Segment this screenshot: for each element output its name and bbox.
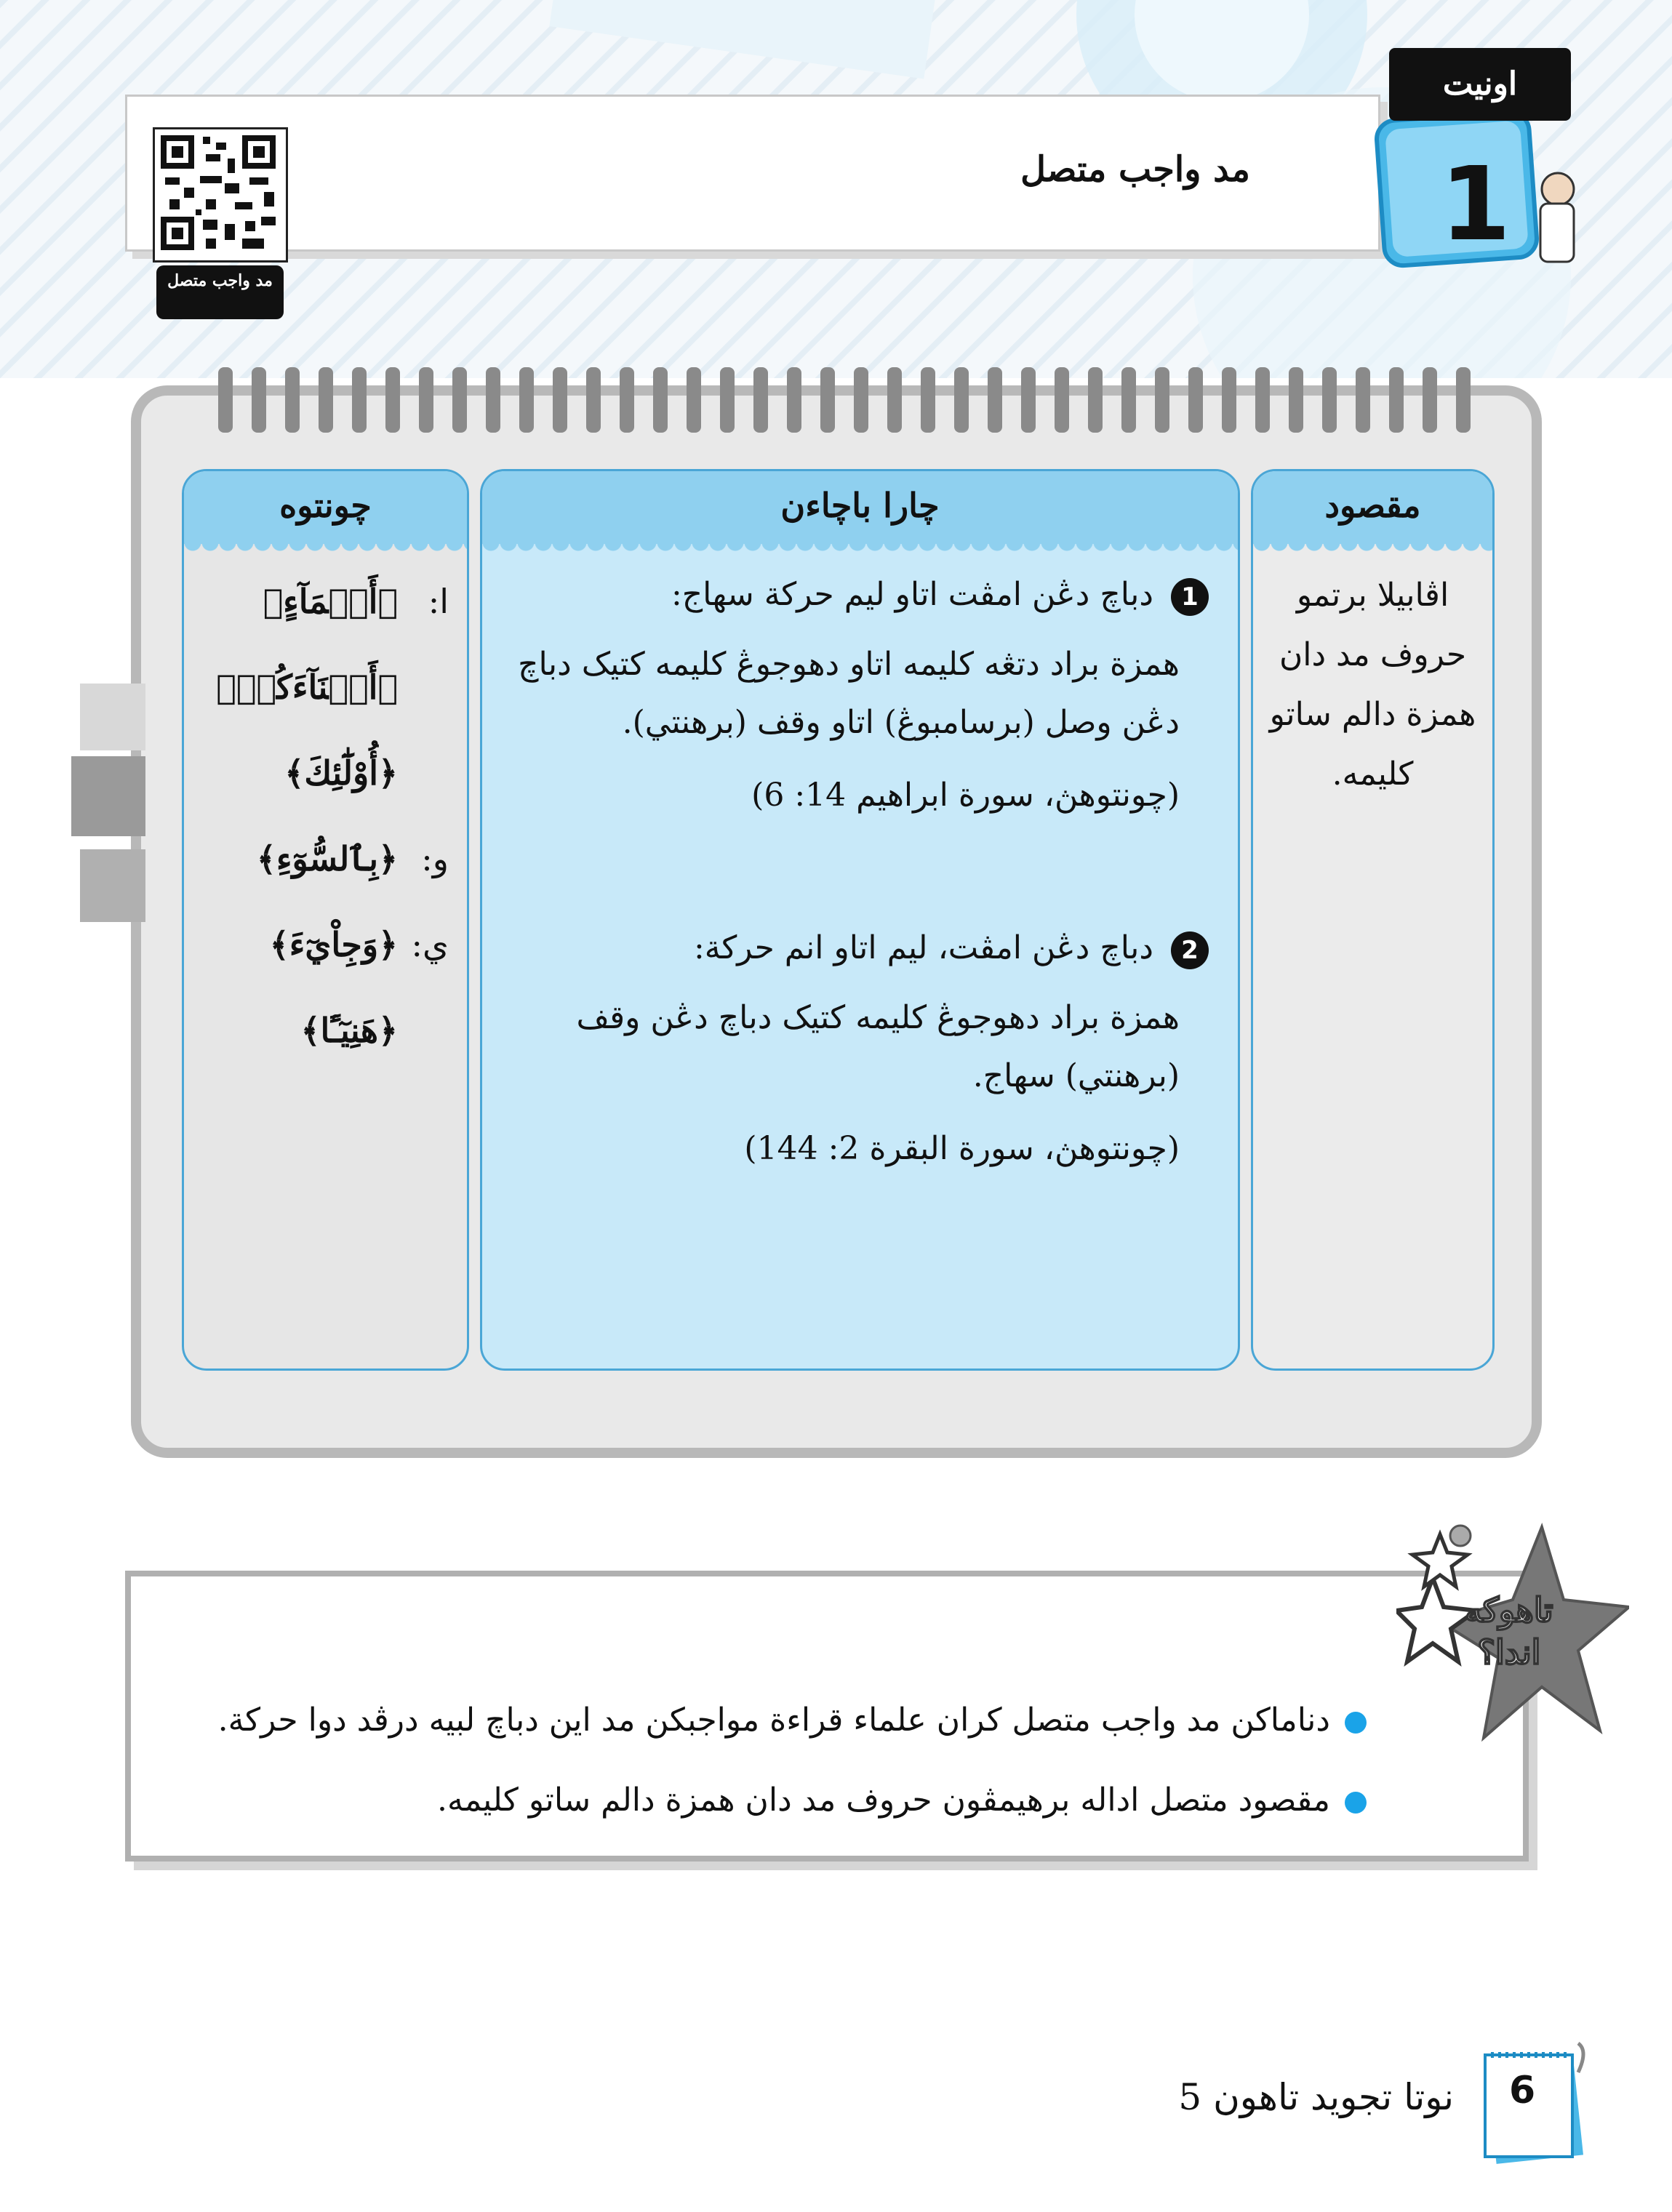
- spiral-ring: [519, 367, 534, 433]
- purpose-text: اڤابيلا برتمو حروف مد دان همزة دالم ساتو كليمه.: [1269, 577, 1476, 793]
- spiral-ring: [753, 367, 768, 433]
- spiral-ring: [1423, 367, 1437, 433]
- spiral-ring: [620, 367, 634, 433]
- spiral-ring: [319, 367, 333, 433]
- method-item-1-number: 1: [1171, 578, 1209, 616]
- spiral-ring: [854, 367, 868, 433]
- example-word: ﴿أُوْلَٰٓئِكَ﴾: [284, 753, 398, 793]
- side-tab-2: [71, 756, 145, 836]
- method-item-1-heading-row: [511, 566, 1209, 624]
- bullet-icon: [1345, 1792, 1367, 1814]
- examples-list: [184, 544, 467, 1088]
- method-item-2-heading-row: [511, 919, 1209, 977]
- spiral-ring: [586, 367, 601, 433]
- spiral-ring: [787, 367, 801, 433]
- method-item-1-heading: دباچ دڠن امڤت اتاو ليم حركة سهاج:: [671, 576, 1153, 613]
- purpose-column: [1251, 469, 1495, 1371]
- did-you-know-text-2: مقصود متصل اداله برهيمڤون حروف مد دان همزة دالم ساتو كليمه.: [437, 1782, 1330, 1819]
- spiral-ring: [820, 367, 835, 433]
- spiral-ring: [720, 367, 735, 433]
- spiral-ring: [218, 367, 233, 433]
- page-number: 6: [1509, 2069, 1536, 2112]
- spiral-ring: [352, 367, 367, 433]
- spiral-ring: [486, 367, 500, 433]
- spiral-ring: [1289, 367, 1303, 433]
- example-row: [202, 902, 449, 987]
- example-row: [202, 644, 449, 730]
- example-letter: ي:: [411, 925, 449, 964]
- method-item-2-ref: (چونتوهڽ، سورة البقرة 2: 144): [744, 1130, 1180, 1167]
- example-row: [202, 730, 449, 816]
- example-row: [202, 558, 449, 644]
- did-you-know-text-1: دناماكن مد واجب متصل كران علماء قراءة مواجبكن مد اين دباچ لبيه درڤد دوا حركة.: [217, 1702, 1330, 1739]
- spiral-ring: [385, 367, 400, 433]
- did-you-know-badge: تاهوكه اندا؟: [1465, 1590, 1553, 1672]
- side-tab-3: [80, 849, 145, 922]
- spiral-ring: [1055, 367, 1069, 433]
- spiral-ring: [1021, 367, 1036, 433]
- spiral-ring: [1456, 367, 1471, 433]
- example-row: [202, 816, 449, 902]
- unit-label: اونيت: [1389, 48, 1571, 121]
- spiral-ring: [1255, 367, 1270, 433]
- method-item-2-heading: دباچ دڠن امڤت، ليم اتاو انم حركة:: [693, 929, 1153, 966]
- spiral-ring: [1121, 367, 1136, 433]
- method-column: [480, 469, 1240, 1371]
- example-row: [202, 987, 449, 1073]
- method-item-1-ref: (چونتوهڽ، سورة ابراهيم 14: 6): [751, 777, 1180, 814]
- spiral-ring: [1155, 367, 1169, 433]
- page-number-card-icon: [1476, 2036, 1600, 2174]
- spiral-ring: [921, 367, 935, 433]
- unit-number: 1: [1440, 145, 1511, 264]
- spiral-ring: [452, 367, 467, 433]
- example-word: ﴿هَنِيٓـًٔا﴾: [300, 1011, 398, 1050]
- side-tab-1: [80, 684, 145, 750]
- qr-code[interactable]: [153, 127, 288, 263]
- spiral-ring: [1188, 367, 1203, 433]
- page-title: مد واجب متصل: [1020, 149, 1250, 190]
- method-header: چارا باچاءن: [482, 471, 1238, 544]
- spiral-ring: [954, 367, 969, 433]
- spiral-ring: [988, 367, 1002, 433]
- spiral-ring: [653, 367, 668, 433]
- example-word: ﴿أَبۡنَآءَكُمۡ﴾: [216, 668, 398, 707]
- purpose-header: مقصود: [1253, 471, 1492, 544]
- qr-caption: مد واجب متصل: [156, 265, 284, 319]
- spiral-ring: [285, 367, 300, 433]
- example-word: ﴿أَسۡمَآءٍ﴾: [263, 582, 398, 621]
- spiral-ring: [419, 367, 433, 433]
- qr-code-icon: [155, 129, 281, 256]
- example-word: ﴿بِٱلسُّوٓءِ﴾: [256, 839, 398, 878]
- examples-header: چونتوه: [184, 471, 467, 544]
- spiral-ring: [887, 367, 902, 433]
- method-item-1-body: همزة براد دتڠه كليمه اتاو دهوجوڠ كليمه كتيک دباچ دڠن وصل (برسامبوڠ) اتاو وقف (برهنتي).: [518, 646, 1180, 741]
- spiral-ring: [553, 367, 567, 433]
- book-title: نوتا تجويد تاهون 5: [1178, 2076, 1454, 2118]
- spiral-ring: [687, 367, 701, 433]
- spiral-binding: [218, 367, 1469, 433]
- spiral-ring: [1088, 367, 1103, 433]
- spiral-ring: [1356, 367, 1370, 433]
- did-you-know-item-1: [218, 1702, 1367, 1739]
- spiral-ring: [252, 367, 266, 433]
- example-word: ﴿وَجِاْيٓءَ﴾: [269, 925, 398, 964]
- spiral-ring: [1222, 367, 1236, 433]
- method-item-2-number: 2: [1171, 931, 1209, 969]
- bullet-icon: [1345, 1712, 1367, 1734]
- method-item-2-body: همزة براد دهوجوڠ كليمه كتيک دباچ دڠن وقف (برهنتي) سهاج.: [576, 999, 1180, 1094]
- spiral-ring: [1389, 367, 1404, 433]
- did-you-know-item-2: [437, 1782, 1367, 1819]
- spiral-ring: [1322, 367, 1337, 433]
- example-letter: ا:: [428, 582, 449, 621]
- example-letter: و:: [421, 839, 449, 878]
- examples-column: [182, 469, 469, 1371]
